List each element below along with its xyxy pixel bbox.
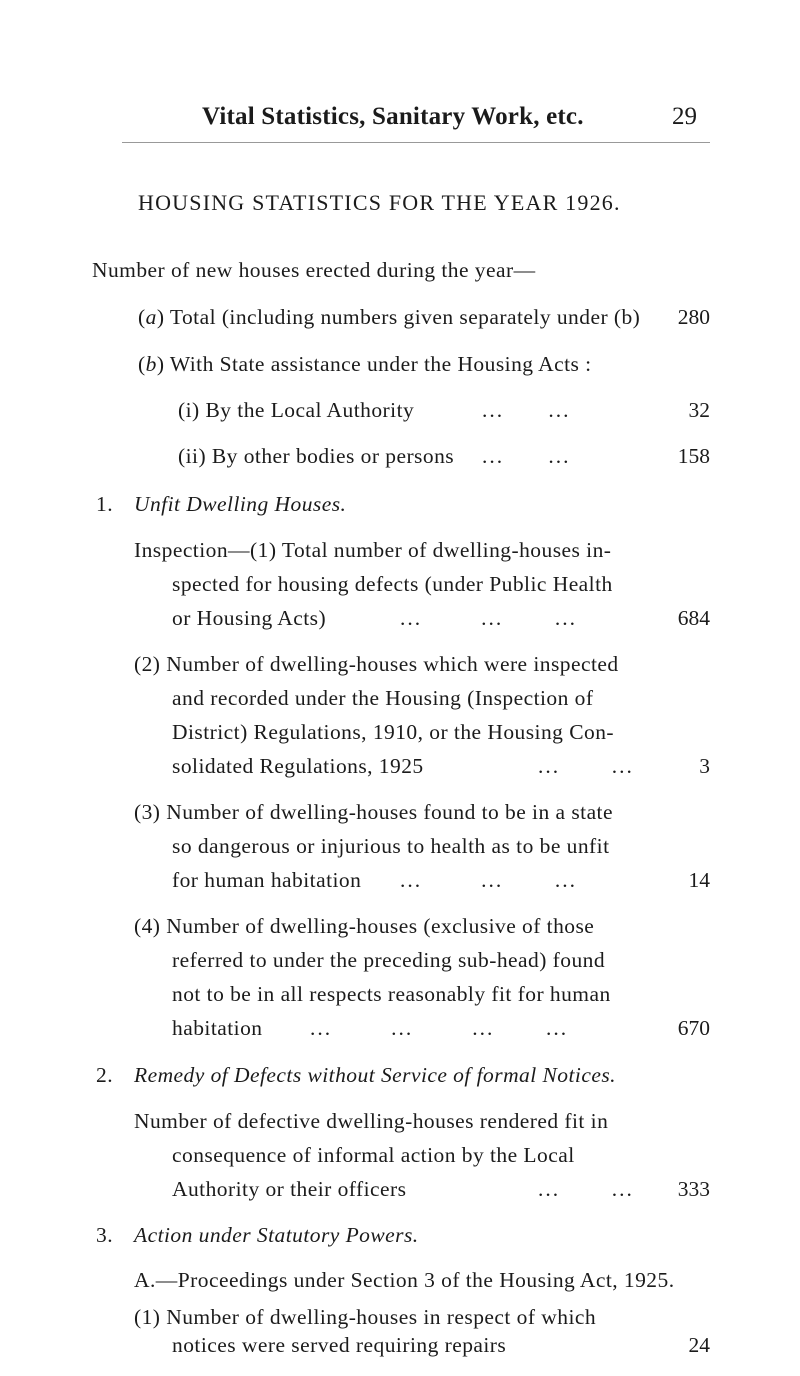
page-number: 29	[672, 103, 697, 130]
section-2-line: Authority or their officers	[172, 1177, 407, 1201]
section-1-item-3-line: for human habitation	[172, 868, 362, 892]
new-houses-a-value: 280	[677, 305, 710, 329]
page-heading: HOUSING STATISTICS FOR THE YEAR 1926.	[138, 190, 621, 215]
section-1-item-3-value: 14	[688, 868, 710, 892]
new-houses-b-text: (b) With State assistance under the Housing Acts :	[138, 352, 592, 376]
section-2-number: 2.	[96, 1063, 114, 1087]
new-houses-b-ii-value: 158	[677, 444, 710, 468]
section-2-line: consequence of informal action by the Local	[172, 1143, 575, 1167]
section-3-item-1-line: (1) Number of dwelling-houses in respect of which	[134, 1305, 597, 1329]
section-1-number: 1.	[96, 492, 114, 516]
section-1-title: Unfit Dwelling Houses.	[134, 492, 347, 516]
new-houses-b-i-value: 32	[688, 398, 710, 422]
section-2-title: Remedy of Defects without Service of formal Notices.	[134, 1063, 616, 1087]
new-houses-b-ii-text: (ii) By other bodies or persons	[178, 444, 455, 468]
leader-dots: ... ... ... ...	[310, 1016, 569, 1040]
leader-dots: ... ... ...	[400, 868, 577, 892]
section-3-subhead: A.—Proceedings under Section 3 of the Housing Act, 1925.	[134, 1268, 675, 1292]
section-1-item-4-line: referred to under the preceding sub-head) found	[172, 948, 606, 972]
section-1-item-2-line: solidated Regulations, 1925	[172, 754, 424, 778]
running-title: Vital Statistics, Sanitary Work, etc.	[202, 103, 584, 130]
section-1-item-4-line: not to be in all respects reasonably fit for human	[172, 982, 611, 1006]
section-3-item-1-line: notices were served requiring repairs	[172, 1333, 507, 1357]
section-1-item-1-value: 684	[677, 606, 710, 630]
section-1-item-2-line: (2) Number of dwelling-houses which were inspected	[134, 652, 619, 676]
new-houses-a-text: (a) Total (including numbers given separately under (b)	[138, 305, 641, 329]
new-houses-b-label: With State assistance under the Housing Acts :	[169, 352, 592, 376]
section-1-item-1-line: or Housing Acts)	[172, 606, 327, 630]
section-3-number: 3.	[96, 1223, 114, 1247]
section-1-item-3-line: (3) Number of dwelling-houses found to be in a state	[134, 800, 613, 824]
section-3-item-1-value: 24	[688, 1333, 710, 1357]
section-1-item-1-line: Inspection—(1) Total number of dwelling-houses in-	[134, 538, 612, 562]
new-houses-intro: Number of new houses erected during the year—	[92, 258, 536, 282]
section-1-item-4-line: habitation	[172, 1016, 263, 1040]
section-1-item-4-line: (4) Number of dwelling-houses (exclusive of those	[134, 914, 595, 938]
section-1-item-4-value: 670	[677, 1016, 710, 1040]
section-2-value: 333	[677, 1177, 710, 1201]
leader-dots: ... ...	[482, 398, 571, 422]
header-rule	[122, 142, 710, 143]
section-1-item-2-line: District) Regulations, 1910, or the Housing Con-	[172, 720, 615, 744]
leader-dots: ... ...	[482, 444, 571, 468]
new-houses-a-label: Total (including numbers given separately under (b)	[169, 305, 641, 329]
section-1-item-3-line: so dangerous or injurious to health as to be unfit	[172, 834, 610, 858]
new-houses-b-i-text: (i) By the Local Authority	[178, 398, 415, 422]
section-1-item-2-value: 3	[699, 754, 710, 778]
section-2-line: Number of defective dwelling-houses rendered fit in	[134, 1109, 609, 1133]
section-1-item-2-line: and recorded under the Housing (Inspection of	[172, 686, 594, 710]
leader-dots: ... ...	[538, 754, 634, 778]
section-1-item-1-line: spected for housing defects (under Public Health	[172, 572, 613, 596]
section-3-title: Action under Statutory Powers.	[134, 1223, 419, 1247]
leader-dots: ... ...	[538, 1177, 634, 1201]
leader-dots: ... ... ...	[400, 606, 577, 630]
